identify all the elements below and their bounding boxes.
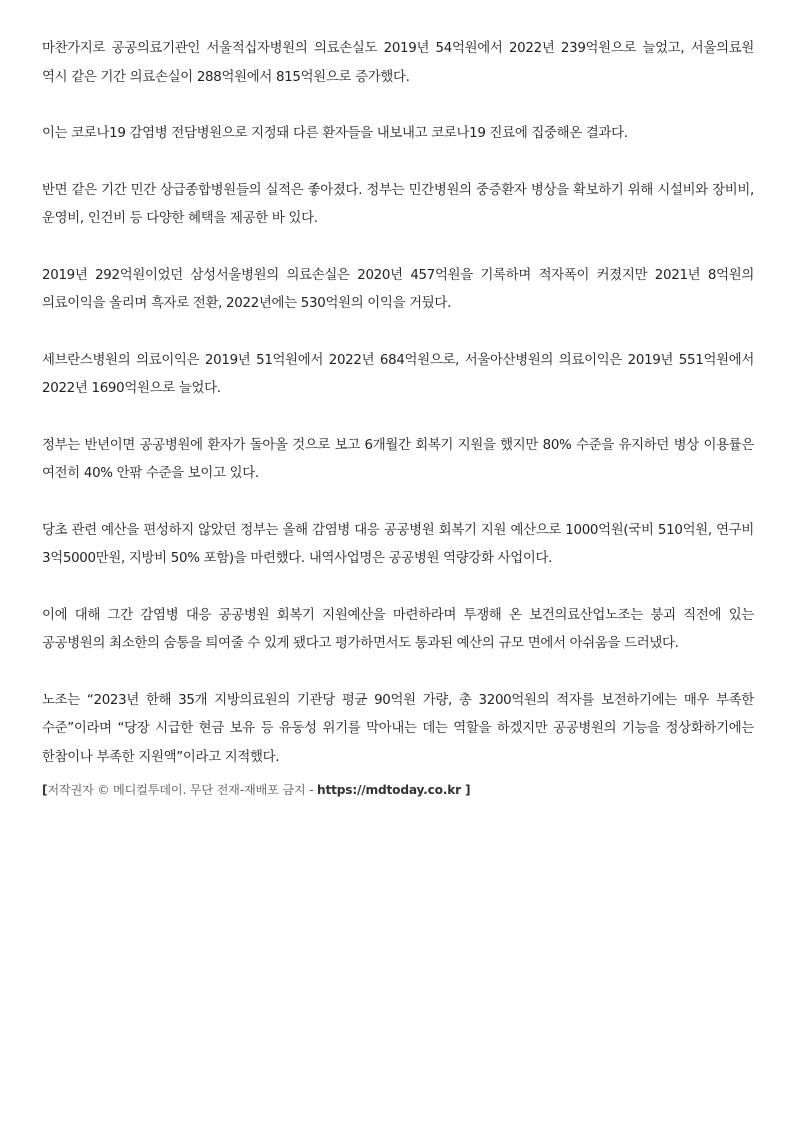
article-paragraph: 세브란스병원의 의료이익은 2019년 51억원에서 2022년 684억원으로, 서울아산병원의 의료이익은 2019년 551억원에서 2022년 1690억원으로 늘었다. bbox=[42, 352, 754, 396]
copyright-open-bracket: [ bbox=[42, 783, 48, 797]
article-paragraph: 노조는 “2023년 한해 35개 지방의료원의 기관당 평균 90억원 가량, 총 3200억원의 적자를 보전하기에는 매우 부족한 수준”이라며 “당장 시급한 현금 보유 등 유동성 위기를 막아내는 데는 역할을 하겠지만 공공병원의 기능을 정상화하기에는 한참이나 부족한 지원액”이라고 지적했다. bbox=[42, 692, 754, 765]
article-paragraph: 이는 코로나19 감염병 전담병원으로 지정돼 다른 환자들을 내보내고 코로나19 진료에 집중해온 결과다. bbox=[42, 126, 628, 141]
article-paragraph: 반면 같은 기간 민간 상급종합병원들의 실적은 좋아졌다. 정부는 민간병원의 중증환자 병상을 확보하기 위해 시설비와 장비비, 운영비, 인건비 등 다양한 혜택을 제공한 바 있다. bbox=[42, 182, 754, 226]
article-paragraph: 정부는 반년이면 공공병원에 환자가 돌아올 것으로 보고 6개월간 회복기 지원을 했지만 80% 수준을 유지하던 병상 이용률은 여전히 40% 안팎 수준을 보이고 있다. bbox=[42, 437, 754, 481]
copyright-notice bbox=[42, 780, 754, 800]
article-paragraph: 당초 관련 예산을 편성하지 않았던 정부는 올해 감염병 대응 공공병원 회복기 지원 예산으로 1000억원(국비 510억원, 연구비 3억5000만원, 지방비 50% 포함)을 마련했다. 내역사업명은 공공병원 역량강화 사업이다. bbox=[42, 522, 754, 566]
source-url-link[interactable]: https://mdtoday.co.kr bbox=[317, 783, 461, 797]
copyright-text: 저작권자 © 메디컬투데이. 무단 전재-재배포 금지 - bbox=[47, 783, 318, 797]
article-body bbox=[42, 35, 754, 800]
copyright-close-bracket: ] bbox=[460, 783, 471, 797]
article-paragraph: 이에 대해 그간 감염병 대응 공공병원 회복기 지원예산을 마련하라며 투쟁해 온 보건의료산업노조는 붕괴 직전에 있는 공공병원의 최소한의 숨통을 틔여줄 수 있게 됐다고 평가하면서도 통과된 예산의 규모 면에서 아쉬움을 드러냈다. bbox=[42, 607, 754, 651]
article-paragraph: 마찬가지로 공공의료기관인 서울적십자병원의 의료손실도 2019년 54억원에서 2022년 239억원으로 늘었고, 서울의료원 역시 같은 기간 의료손실이 288억원에서 815억원으로 증가했다. bbox=[42, 41, 754, 85]
article-paragraph: 2019년 292억원이었던 삼성서울병원의 의료손실은 2020년 457억원을 기록하며 적자폭이 커졌지만 2021년 8억원의 의료이익을 올리며 흑자로 전환, 2022년에는 530억원의 이익을 거뒀다. bbox=[42, 267, 754, 311]
